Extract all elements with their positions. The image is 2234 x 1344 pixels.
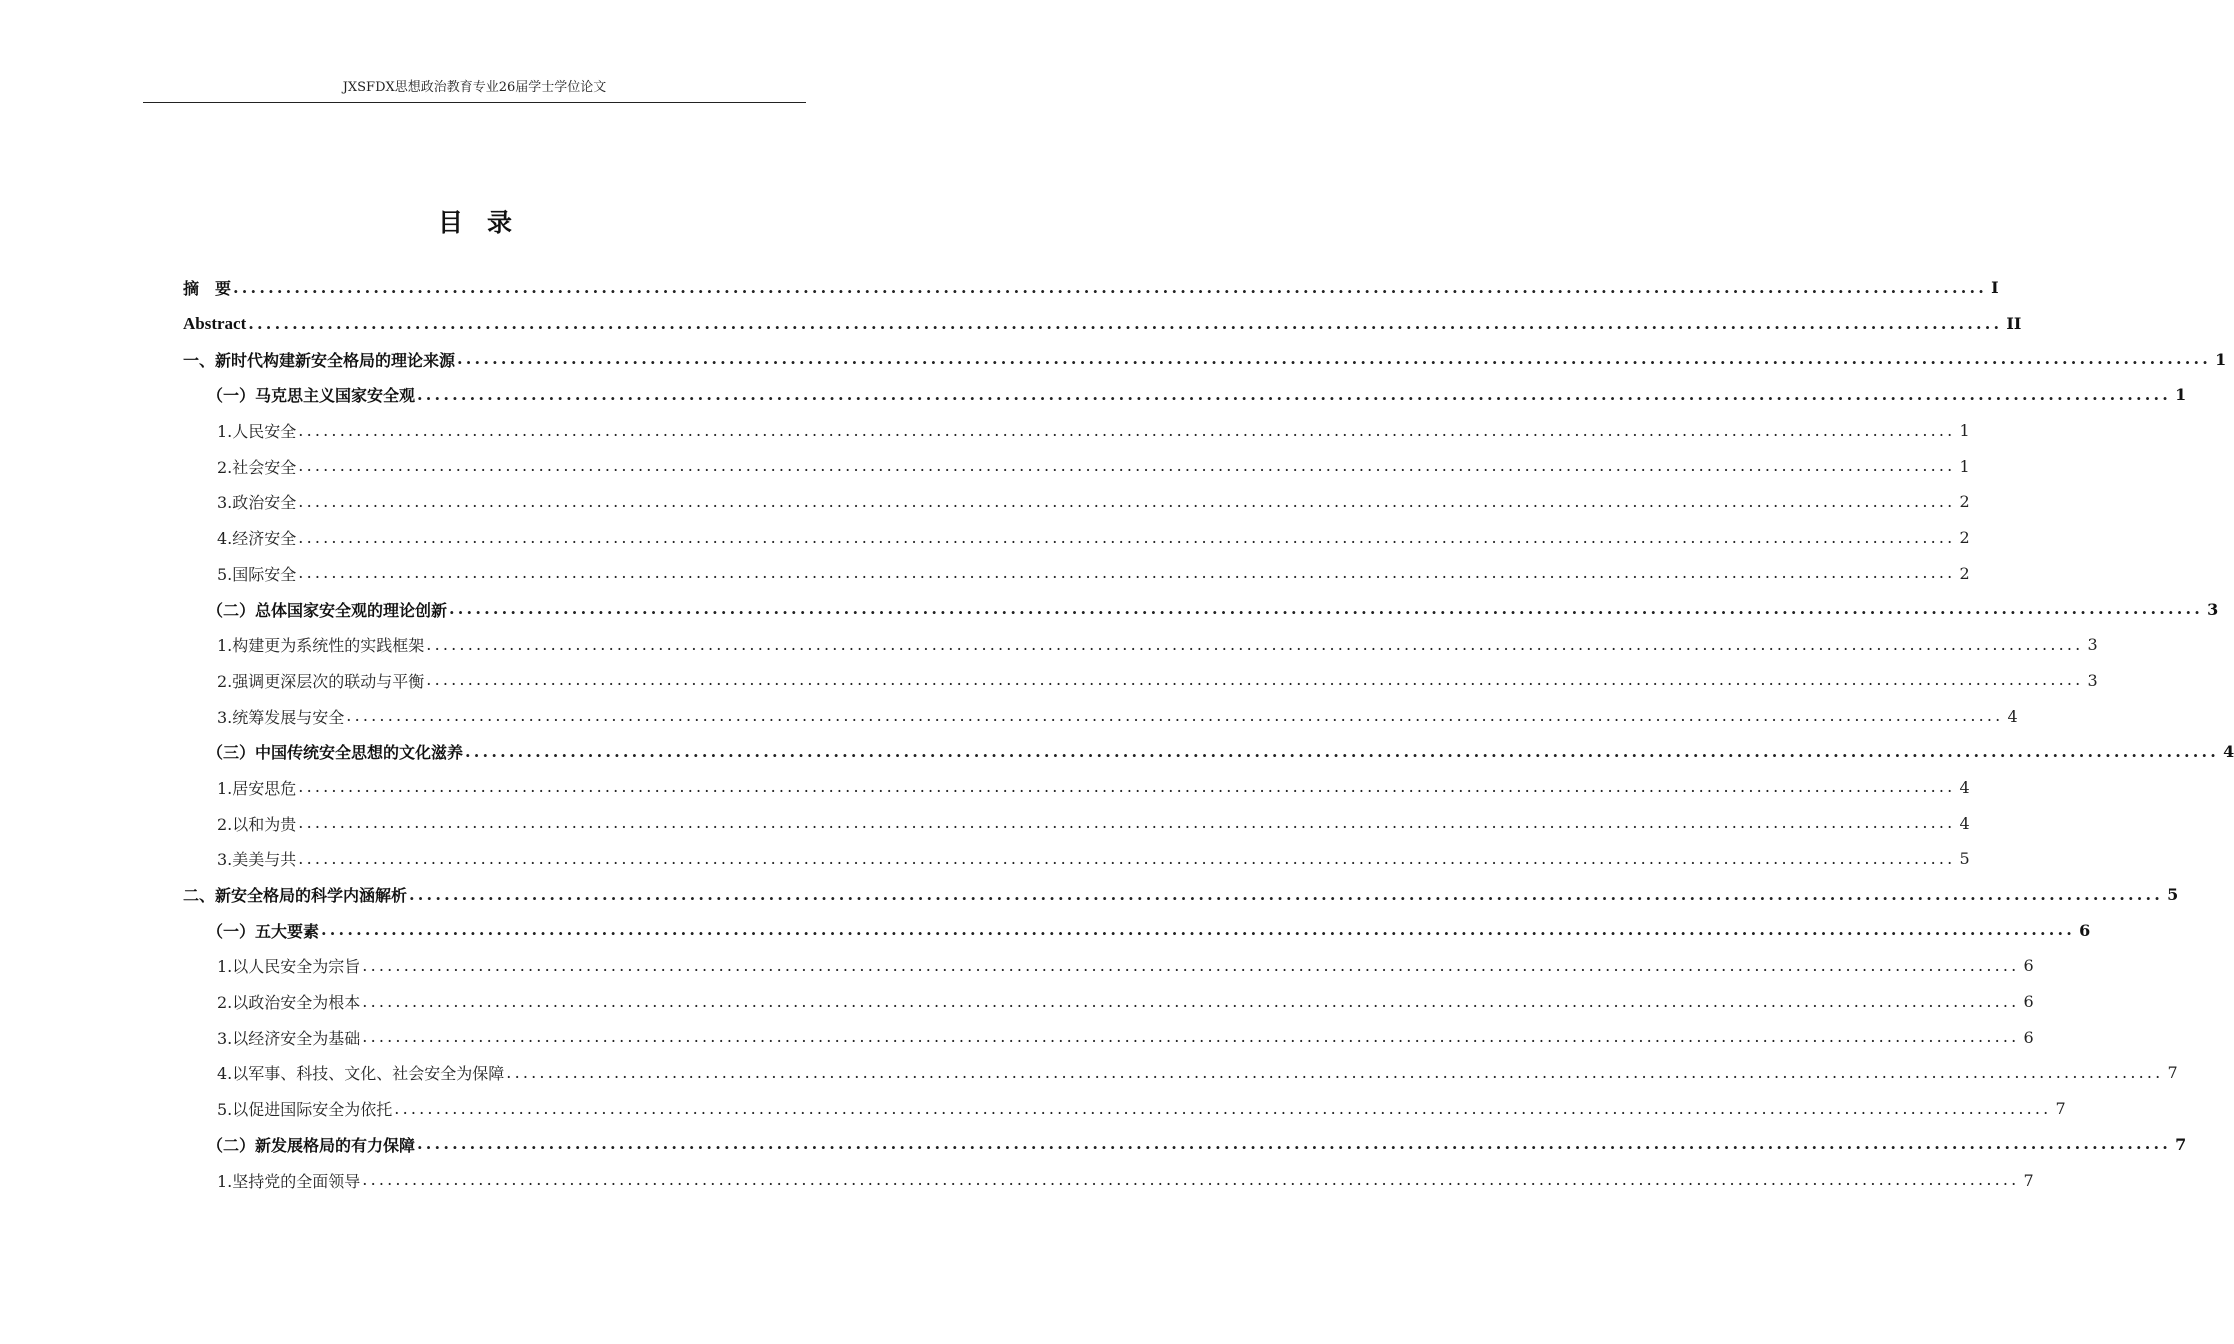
toc-leader-dots: ........................................................................................................................................................................................................ xyxy=(298,777,1956,797)
toc-entry[interactable] xyxy=(183,591,2219,627)
toc-leader-dots: ........................................................................................................................................................................................................ xyxy=(298,456,1956,476)
toc-leader-dots: ........................................................................................................................................................................................................ xyxy=(449,599,2204,619)
toc-entry-label: 4.经济安全 xyxy=(217,526,298,549)
toc-leader-dots: ........................................................................................................................................................................................................ xyxy=(298,527,1956,547)
toc-entry[interactable] xyxy=(183,877,2179,913)
toc-entry[interactable] xyxy=(183,448,1970,484)
toc-entry[interactable] xyxy=(183,805,1970,841)
toc-entry-label: （一）五大要素 xyxy=(207,919,321,942)
toc-leader-dots: ........................................................................................................................................................................................................ xyxy=(506,1062,2164,1082)
toc-leader-dots: ........................................................................................................................................................................................................ xyxy=(362,991,2020,1011)
toc-entry[interactable] xyxy=(183,663,2098,699)
toc-entry-label: 3.政治安全 xyxy=(217,490,298,513)
toc-entry-label: 2.以和为贵 xyxy=(217,812,298,835)
toc-entry-label: 2.以政治安全为根本 xyxy=(217,990,362,1013)
toc-entry[interactable] xyxy=(183,734,2234,770)
toc-entry[interactable] xyxy=(183,341,2227,377)
toc-entry-page: 6 xyxy=(2019,992,2033,1011)
toc-entry-label: 摘 要 xyxy=(183,276,233,299)
toc-entry-page: 5 xyxy=(2163,885,2178,904)
toc-entry[interactable] xyxy=(183,912,2091,948)
toc-entry[interactable] xyxy=(183,377,2187,413)
toc-entry[interactable] xyxy=(183,627,2098,663)
toc-leader-dots: ........................................................................................................................................................................................................ xyxy=(298,563,1956,583)
toc-entry-page: 2 xyxy=(1955,564,1969,583)
toc-entry-label: Abstract xyxy=(183,313,247,333)
toc-entry[interactable] xyxy=(183,306,2022,342)
toc-entry-page: 7 xyxy=(2163,1063,2177,1082)
toc-entry[interactable] xyxy=(183,1127,2187,1163)
toc-entry-label: 1.人民安全 xyxy=(217,419,298,442)
toc-entry-label: 2.社会安全 xyxy=(217,455,298,478)
toc-leader-dots: ........................................................................................................................................................................................................ xyxy=(298,848,1956,868)
toc-entry[interactable] xyxy=(183,841,1970,877)
toc-entry-label: （二）总体国家安全观的理论创新 xyxy=(207,598,449,621)
toc-entry-label: 3.统筹发展与安全 xyxy=(217,705,346,728)
toc-entry-label: （一）马克思主义国家安全观 xyxy=(207,383,417,406)
toc-entry-label: （三）中国传统安全思想的文化滋养 xyxy=(207,740,465,763)
toc-entry-label: 5.以促进国际安全为依托 xyxy=(217,1097,394,1120)
toc-entry[interactable] xyxy=(183,1091,2066,1127)
toc-entry[interactable] xyxy=(183,413,1970,449)
toc-entry-page: 6 xyxy=(2019,1028,2033,1047)
toc-entry[interactable] xyxy=(183,1055,2178,1091)
toc-entry[interactable] xyxy=(183,1162,2034,1198)
toc-entry-page: 4 xyxy=(1955,778,1969,797)
toc-entry-page: I xyxy=(1987,278,1998,297)
toc-entry[interactable] xyxy=(183,484,1970,520)
toc-entry-page: 2 xyxy=(1955,528,1969,547)
toc-entry-page: 1 xyxy=(2211,350,2226,369)
toc-entry[interactable] xyxy=(183,770,1970,806)
toc-leader-dots: ........................................................................................................................................................................................................ xyxy=(233,277,1988,297)
table-of-contents xyxy=(183,270,2234,1198)
toc-entry-label: 2.强调更深层次的联动与平衡 xyxy=(217,669,426,692)
toc-entry-page: 2 xyxy=(1955,492,1969,511)
toc-entry-page: 3 xyxy=(2083,635,2097,654)
toc-leader-dots: ........................................................................................................................................................................................................ xyxy=(298,491,1956,511)
toc-entry[interactable] xyxy=(183,520,1970,556)
toc-entry-page: 1 xyxy=(2171,385,2186,404)
toc-entry-page: 4 xyxy=(2219,742,2234,761)
toc-entry-page: 4 xyxy=(1955,814,1969,833)
toc-leader-dots: ........................................................................................................................................................................................................ xyxy=(298,813,1956,833)
toc-entry-page: 7 xyxy=(2051,1099,2065,1118)
toc-entry-page: 1 xyxy=(1955,457,1969,476)
toc-leader-dots: ........................................................................................................................................................................................................ xyxy=(409,884,2164,904)
toc-entry-label: 1.构建更为系统性的实践框架 xyxy=(217,633,426,656)
toc-leader-dots: ........................................................................................................................................................................................................ xyxy=(426,634,2084,654)
toc-entry-label: 3.美美与共 xyxy=(217,847,298,870)
toc-leader-dots: ........................................................................................................................................................................................................ xyxy=(457,349,2212,369)
toc-leader-dots: ........................................................................................................................................................................................................ xyxy=(417,384,2172,404)
toc-leader-dots: ........................................................................................................................................................................................................ xyxy=(362,955,2020,975)
toc-leader-dots: ........................................................................................................................................................................................................ xyxy=(426,670,2084,690)
toc-entry-label: 1.以人民安全为宗旨 xyxy=(217,954,362,977)
toc-entry-label: 3.以经济安全为基础 xyxy=(217,1026,362,1049)
toc-entry-page: 3 xyxy=(2083,671,2097,690)
page-title: 目录 xyxy=(437,208,536,237)
toc-entry-page: 1 xyxy=(1955,421,1969,440)
toc-leader-dots: ........................................................................................................................................................................................................ xyxy=(394,1098,2052,1118)
toc-entry-page: 6 xyxy=(2075,921,2090,940)
toc-entry-page: II xyxy=(2002,314,2021,333)
toc-entry[interactable] xyxy=(183,698,2018,734)
running-header-text: JXSFDX思想政治教育专业26届学士学位论文 xyxy=(342,80,607,95)
toc-leader-dots: ........................................................................................................................................................................................................ xyxy=(417,1134,2172,1154)
toc-entry-page: 7 xyxy=(2171,1135,2186,1154)
toc-entry[interactable] xyxy=(183,948,2034,984)
toc-entry-label: （二）新发展格局的有力保障 xyxy=(207,1133,417,1156)
toc-leader-dots: ........................................................................................................................................................................................................ xyxy=(321,920,2076,940)
toc-entry-label: 一、新时代构建新安全格局的理论来源 xyxy=(183,348,457,371)
toc-entry-label: 1.居安思危 xyxy=(217,776,298,799)
toc-entry-label: 1.坚持党的全面领导 xyxy=(217,1169,362,1192)
toc-leader-dots: ........................................................................................................................................................................................................ xyxy=(346,706,2004,726)
toc-leader-dots: ........................................................................................................................................................................................................ xyxy=(248,313,2003,333)
toc-entry[interactable] xyxy=(183,1019,2034,1055)
toc-entry[interactable] xyxy=(183,270,1999,306)
toc-entry-label: 5.国际安全 xyxy=(217,562,298,585)
running-header xyxy=(143,78,806,103)
toc-entry-page: 7 xyxy=(2019,1171,2033,1190)
toc-entry-label: 4.以军事、科技、文化、社会安全为保障 xyxy=(217,1061,506,1084)
toc-leader-dots: ........................................................................................................................................................................................................ xyxy=(362,1170,2020,1190)
toc-leader-dots: ........................................................................................................................................................................................................ xyxy=(298,420,1956,440)
toc-entry-page: 3 xyxy=(2203,600,2218,619)
toc-entry-page: 6 xyxy=(2019,956,2033,975)
toc-leader-dots: ........................................................................................................................................................................................................ xyxy=(465,741,2220,761)
toc-entry-label: 二、新安全格局的科学内涵解析 xyxy=(183,883,409,906)
toc-entry-page: 5 xyxy=(1955,849,1969,868)
toc-entry[interactable] xyxy=(183,556,1970,592)
toc-entry[interactable] xyxy=(183,984,2034,1020)
toc-entry-page: 4 xyxy=(2003,707,2017,726)
toc-leader-dots: ........................................................................................................................................................................................................ xyxy=(362,1027,2020,1047)
